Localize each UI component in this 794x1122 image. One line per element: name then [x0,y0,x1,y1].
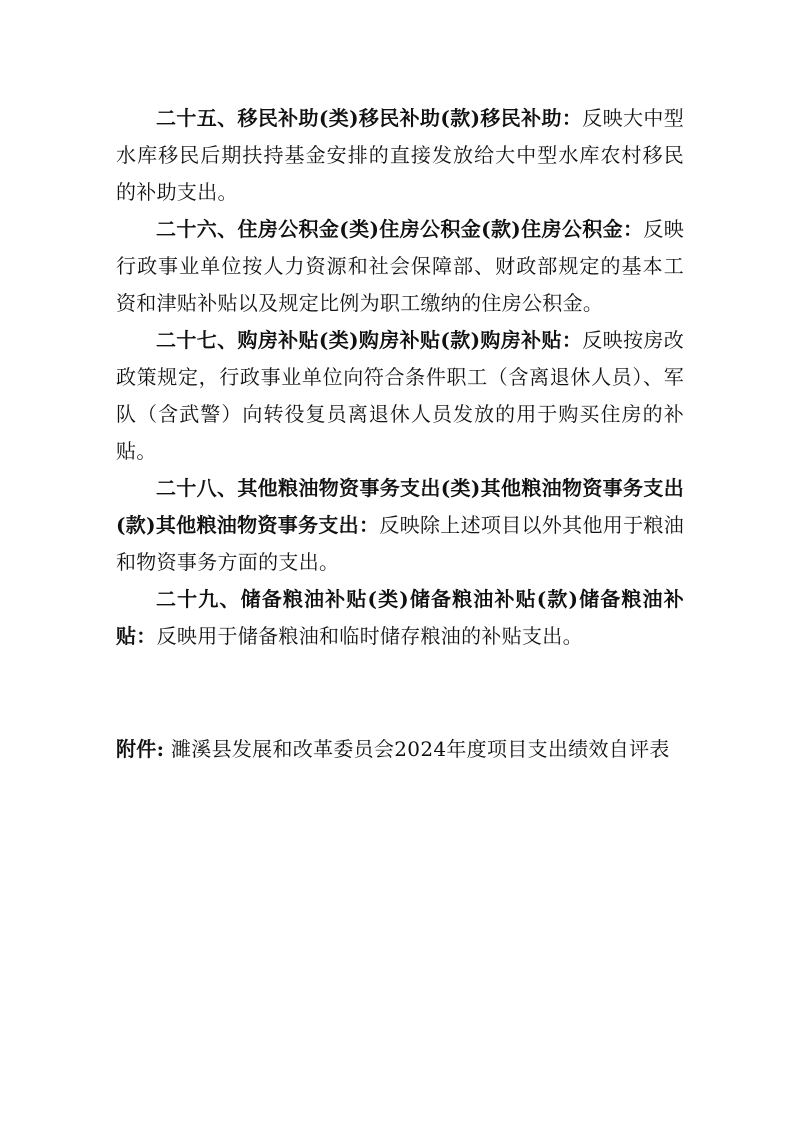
section-25-body: 反映大中型水库移民后期扶持基金安排的直接发放给大中型水库农村移民的补助支出。 [116,106,684,204]
section-25 [116,100,684,211]
section-26-heading: 二十六、住房公积金(类)住房公积金(款)住房公积金： [156,217,644,241]
section-27-heading: 二十七、购房补贴(类)购房补贴(款)购房补贴： [156,328,583,352]
section-26 [116,211,684,322]
section-26-body: 反映行政事业单位按人力资源和社会保障部、财政部规定的基本工资和津贴补贴以及规定比例为职工缴纳的住房公积金。 [116,217,684,315]
section-29 [116,581,684,655]
section-28-body: 反映除上述项目以外其他用于粮油和物资事务方面的支出。 [116,513,684,574]
attachment-label: 附件: [116,737,165,761]
section-27 [116,322,684,470]
section-28-heading: 二十八、其他粮油物资事务支出(类)其他粮油物资事务支出(款)其他粮油物资事务支出： [116,476,684,537]
section-29-heading: 二十九、储备粮油补贴(类)储备粮油补贴(款)储备粮油补贴： [116,587,684,648]
document-body [116,100,684,655]
section-29-body: 反映用于储备粮油和临时储存粮油的补贴支出。 [156,624,583,648]
section-25-heading: 二十五、移民补助(类)移民补助(款)移民补助： [156,106,583,130]
attachment-text: 濉溪县发展和改革委员会2024年度项目支出绩效自评表 [170,737,670,761]
section-27-body: 反映按房改政策规定，行政事业单位向符合条件职工（含离退休人员）、军队（含武警）向转役复员离退休人员发放的用于购买住房的补贴。 [116,328,684,463]
attachment-line [116,731,716,768]
section-28 [116,470,684,581]
